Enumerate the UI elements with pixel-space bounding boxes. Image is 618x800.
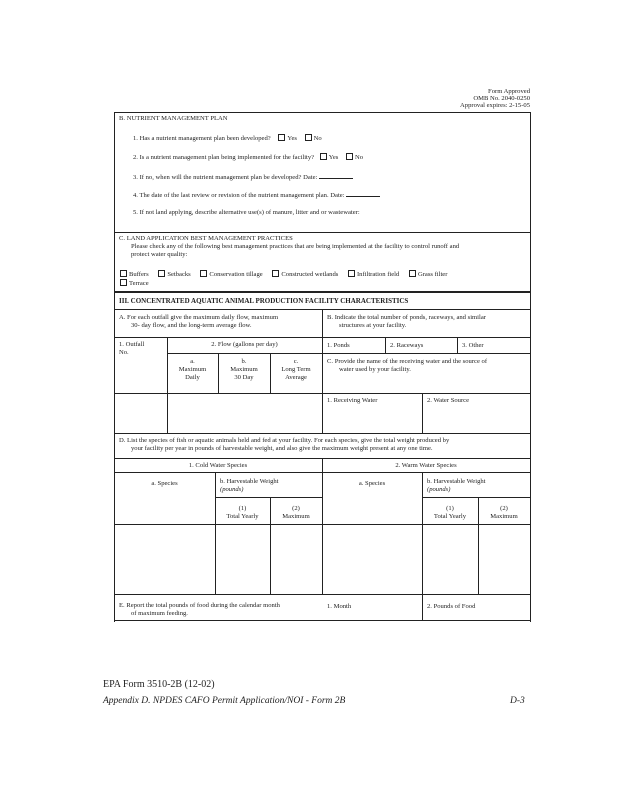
water-source-label: 2. Water Source — [427, 397, 470, 404]
bmp-option: Conservation tillage — [200, 271, 262, 278]
flow-label: 2. Flow (gallons per day) — [211, 341, 278, 348]
section-c-instruction-2: protect water quality: — [131, 251, 188, 258]
cold-total-yearly: (1) Total Yearly — [226, 505, 259, 520]
section-iii-a-text-2: 30- day flow, and the long-term average flow. — [131, 322, 252, 329]
bmp-option: Infiltration field — [348, 271, 399, 278]
warm-maximum: (2) Maximum — [490, 505, 518, 520]
outfall-label: 1. Outfall No. — [119, 341, 145, 356]
warm-harvestable-label: b. Harvestable Weight (pounds) — [427, 478, 486, 493]
q2-no-checkbox[interactable] — [346, 153, 353, 160]
section-iii-d-text-1: D. List the species of fish or aquatic animals held and fed at your facility. For each species, give the total weight produced by — [119, 437, 450, 444]
question-5: 5. If not land applying, describe alternative use(s) of manure, litter and or wastewater: — [133, 209, 360, 216]
warm-species-label: a. Species — [358, 480, 386, 487]
warm-total-yearly: (1) Total Yearly — [433, 505, 467, 520]
bmp-option: Terrace — [120, 279, 149, 288]
pounds-of-food-label: 2. Pounds of Food — [427, 603, 476, 610]
bmp-option: Buffers — [120, 271, 149, 278]
q1-no-checkbox[interactable] — [305, 134, 312, 141]
approval-expires: Approval expires: 2-15-05 — [460, 102, 530, 109]
receiving-water-label: 1. Receiving Water — [327, 397, 378, 404]
section-iii-d-text-2: your facility per year in pounds of harvestable weight, and also give the maximum weight present at any one time. — [131, 445, 433, 452]
bmp-option: Constructed wetlands — [272, 271, 338, 278]
cold-species-label: a. Species — [151, 480, 178, 487]
bmp-option: Setbacks — [158, 271, 190, 278]
cold-water-species-label: 1. Cold Water Species — [188, 462, 248, 469]
q4-date-field[interactable] — [346, 190, 380, 197]
section-c-instruction-1: Please check any of the following best management practices that are being implemented at the facility to control runoff and — [131, 243, 460, 250]
month-label: 1. Month — [327, 603, 352, 610]
section-iii-c-text-2: water used by your facility. — [339, 366, 411, 373]
question-4: 4. The date of the last review or revision of the nutrient management plan. Date: — [133, 190, 380, 200]
section-iii-title: III. CONCENTRATED AQUATIC ANIMAL PRODUCTION FACILITY CHARACTERISTICS — [119, 297, 409, 305]
omb-number: OMB No. 2040-0250 — [473, 95, 530, 102]
section-iii-b-text-2: structures at your facility. — [339, 322, 407, 329]
cold-harvestable-label: b. Harvestable Weight (pounds) — [220, 478, 279, 493]
flow-col-max-daily: a. Maximum Daily — [178, 358, 207, 381]
section-iii-a-text-1: A. For each outfall give the maximum daily flow, maximum — [119, 314, 279, 321]
cold-maximum: (2) Maximum — [282, 505, 310, 520]
section-b-title: B. NUTRIENT MANAGEMENT PLAN — [119, 115, 228, 122]
warm-water-species-label: 2. Warm Water Species — [395, 462, 457, 469]
raceways-label: 2. Raceways — [390, 342, 424, 349]
question-3: 3. If no, when will the nutrient management plan be developed? Date: — [133, 172, 353, 182]
bmp-option: Grass filter — [409, 271, 447, 278]
q1-yes-checkbox[interactable] — [278, 134, 285, 141]
section-iii-e-text-1: E. Report the total pounds of food during the calendar month — [119, 602, 280, 609]
section-c-title: C. LAND APPLICATION BEST MANAGEMENT PRACTICES — [119, 235, 293, 242]
question-2: 2. Is a nutrient management plan being implemented for the facility? Yes No — [133, 154, 364, 161]
flow-col-long-term: c. Long Term Average — [281, 358, 311, 381]
form-number: EPA Form 3510-2B (12-02) — [103, 679, 215, 690]
appendix-title: Appendix D. NPDES CAFO Permit Application/NOI - Form 2B — [103, 696, 346, 706]
section-iii-c-text-1: C. Provide the name of the receiving water and the source of — [327, 358, 488, 365]
other-label: 3. Other — [462, 342, 484, 349]
question-1: 1. Has a nutrient management plan been developed? Yes No — [133, 135, 322, 142]
section-iii-e-text-2: of maximum feeding. — [131, 610, 188, 617]
flow-col-max-30day: b. Maximum 30 Day — [230, 358, 258, 381]
q3-date-field[interactable] — [319, 172, 353, 179]
form-approved: Form Approved — [488, 88, 530, 95]
bmp-options — [120, 270, 530, 279]
section-iii-b-text-1: B. Indicate the total number of ponds, raceways, and similar — [327, 314, 486, 321]
ponds-label: 1. Ponds — [327, 342, 350, 349]
q2-yes-checkbox[interactable] — [320, 153, 327, 160]
page-number: D-3 — [510, 696, 525, 706]
